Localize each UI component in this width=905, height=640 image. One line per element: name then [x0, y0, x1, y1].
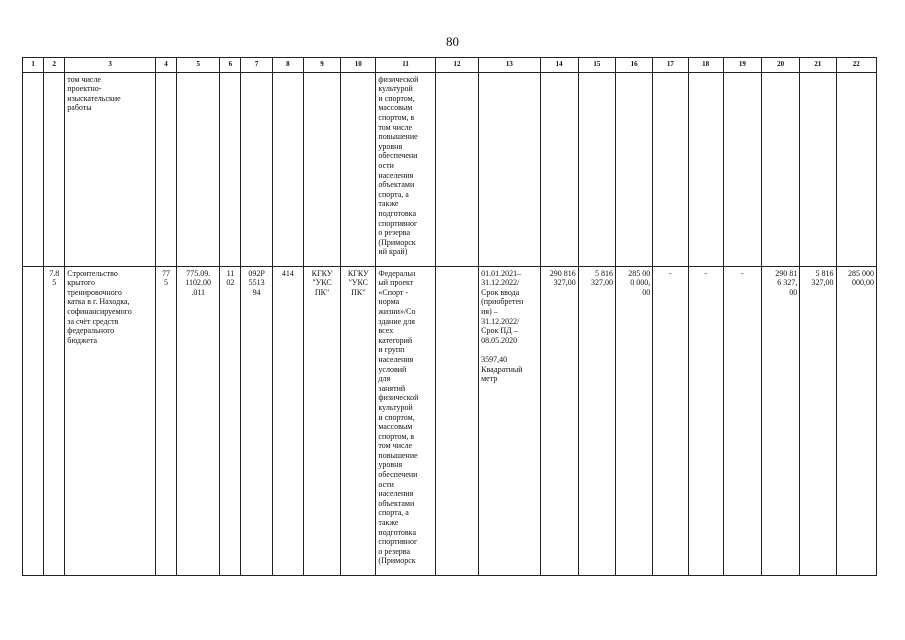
table-cell [479, 72, 540, 266]
object-name-cell: Строительство крытого тренировочного катка в г. Находка, софинансируемого за счёт средств федерального бюджета [65, 266, 156, 575]
column-number: 3 [65, 58, 156, 73]
column-number: 14 [540, 58, 578, 73]
table-cell [44, 72, 65, 266]
table-cell: 775.09. 1102.00 .011 [177, 266, 220, 575]
column-number: 17 [653, 58, 688, 73]
column-number: 6 [220, 58, 241, 73]
dash-cell: - [653, 266, 688, 575]
amount-cell: 285 000 000,00 [836, 266, 876, 575]
dash-cell: - [723, 266, 761, 575]
table-cell [578, 72, 615, 266]
table-row [23, 72, 877, 266]
column-number: 1 [23, 58, 44, 73]
table-cell [836, 72, 876, 266]
table-cell [800, 72, 836, 266]
column-number: 19 [723, 58, 761, 73]
column-number: 13 [479, 58, 540, 73]
column-number: 18 [688, 58, 723, 73]
table-cell [341, 72, 376, 266]
column-number: 7 [241, 58, 272, 73]
column-number: 20 [762, 58, 800, 73]
column-number: 8 [272, 58, 303, 73]
amount-cell: 290 81 6 327, 00 [762, 266, 800, 575]
dash-cell: - [688, 266, 723, 575]
column-number: 15 [578, 58, 615, 73]
column-number: 16 [616, 58, 653, 73]
column-number: 22 [836, 58, 876, 73]
column-number-header-row [23, 58, 877, 73]
table-cell: 11 02 [220, 266, 241, 575]
table-cell: КГКУ "УКС ПК" [341, 266, 376, 575]
table-cell: 414 [272, 266, 303, 575]
column-number: 2 [44, 58, 65, 73]
object-name-cell: том числе проектно- изыскательские работы [65, 72, 156, 266]
amount-cell: 290 816 327,00 [540, 266, 578, 575]
column-number: 12 [435, 58, 478, 73]
budget-table [22, 57, 877, 576]
table-cell [435, 72, 478, 266]
table-row [23, 266, 877, 575]
table-cell [616, 72, 653, 266]
column-number: 9 [303, 58, 340, 73]
table-cell [653, 72, 688, 266]
page-number: 80 [446, 34, 459, 49]
table-cell [723, 72, 761, 266]
column-number: 5 [177, 58, 220, 73]
table-cell [177, 72, 220, 266]
table-cell [155, 72, 176, 266]
table-cell [303, 72, 340, 266]
table-cell [688, 72, 723, 266]
table-cell [23, 266, 44, 575]
table-cell [241, 72, 272, 266]
column-number: 11 [376, 58, 435, 73]
schedule-cell: 01.01.2021– 31.12.2022/ Срок ввода (приобретен ия) – 31.12.2022/ Срок ПД – 08.05.2020 3597,40 Квадратный метр [479, 266, 540, 575]
project-description-cell: Федеральн ый проект «Спорт - норма жизни»/Со здание для всех категорий и групп населения условий для занятий физической культурой и спортом, массовым спортом, в том числе повышение уровня обеспечени ости населения объектами спорта, а также подготовка спортивног о резерва (Приморск [376, 266, 435, 575]
amount-cell: 5 816 327,00 [800, 266, 836, 575]
project-description-cell: физической культурой и спортом, массовым спортом, в том числе повышение уровня обеспечени ости населения объектами спорта, а также подготовка спортивног о резерва (Приморск ий край) [376, 72, 435, 266]
table-cell [23, 72, 44, 266]
column-number: 21 [800, 58, 836, 73]
table-cell: 092P 5513 94 [241, 266, 272, 575]
table-cell [220, 72, 241, 266]
table-cell [435, 266, 478, 575]
table-cell [272, 72, 303, 266]
table-cell [762, 72, 800, 266]
amount-cell: 285 00 0 000, 00 [616, 266, 653, 575]
amount-cell: 5 816 327,00 [578, 266, 615, 575]
table-cell [540, 72, 578, 266]
table-cell: КГКУ "УКС ПК" [303, 266, 340, 575]
column-number: 10 [341, 58, 376, 73]
table-cell: 77 5 [155, 266, 176, 575]
item-number-cell: 7.8 5 [44, 266, 65, 575]
column-number: 4 [155, 58, 176, 73]
